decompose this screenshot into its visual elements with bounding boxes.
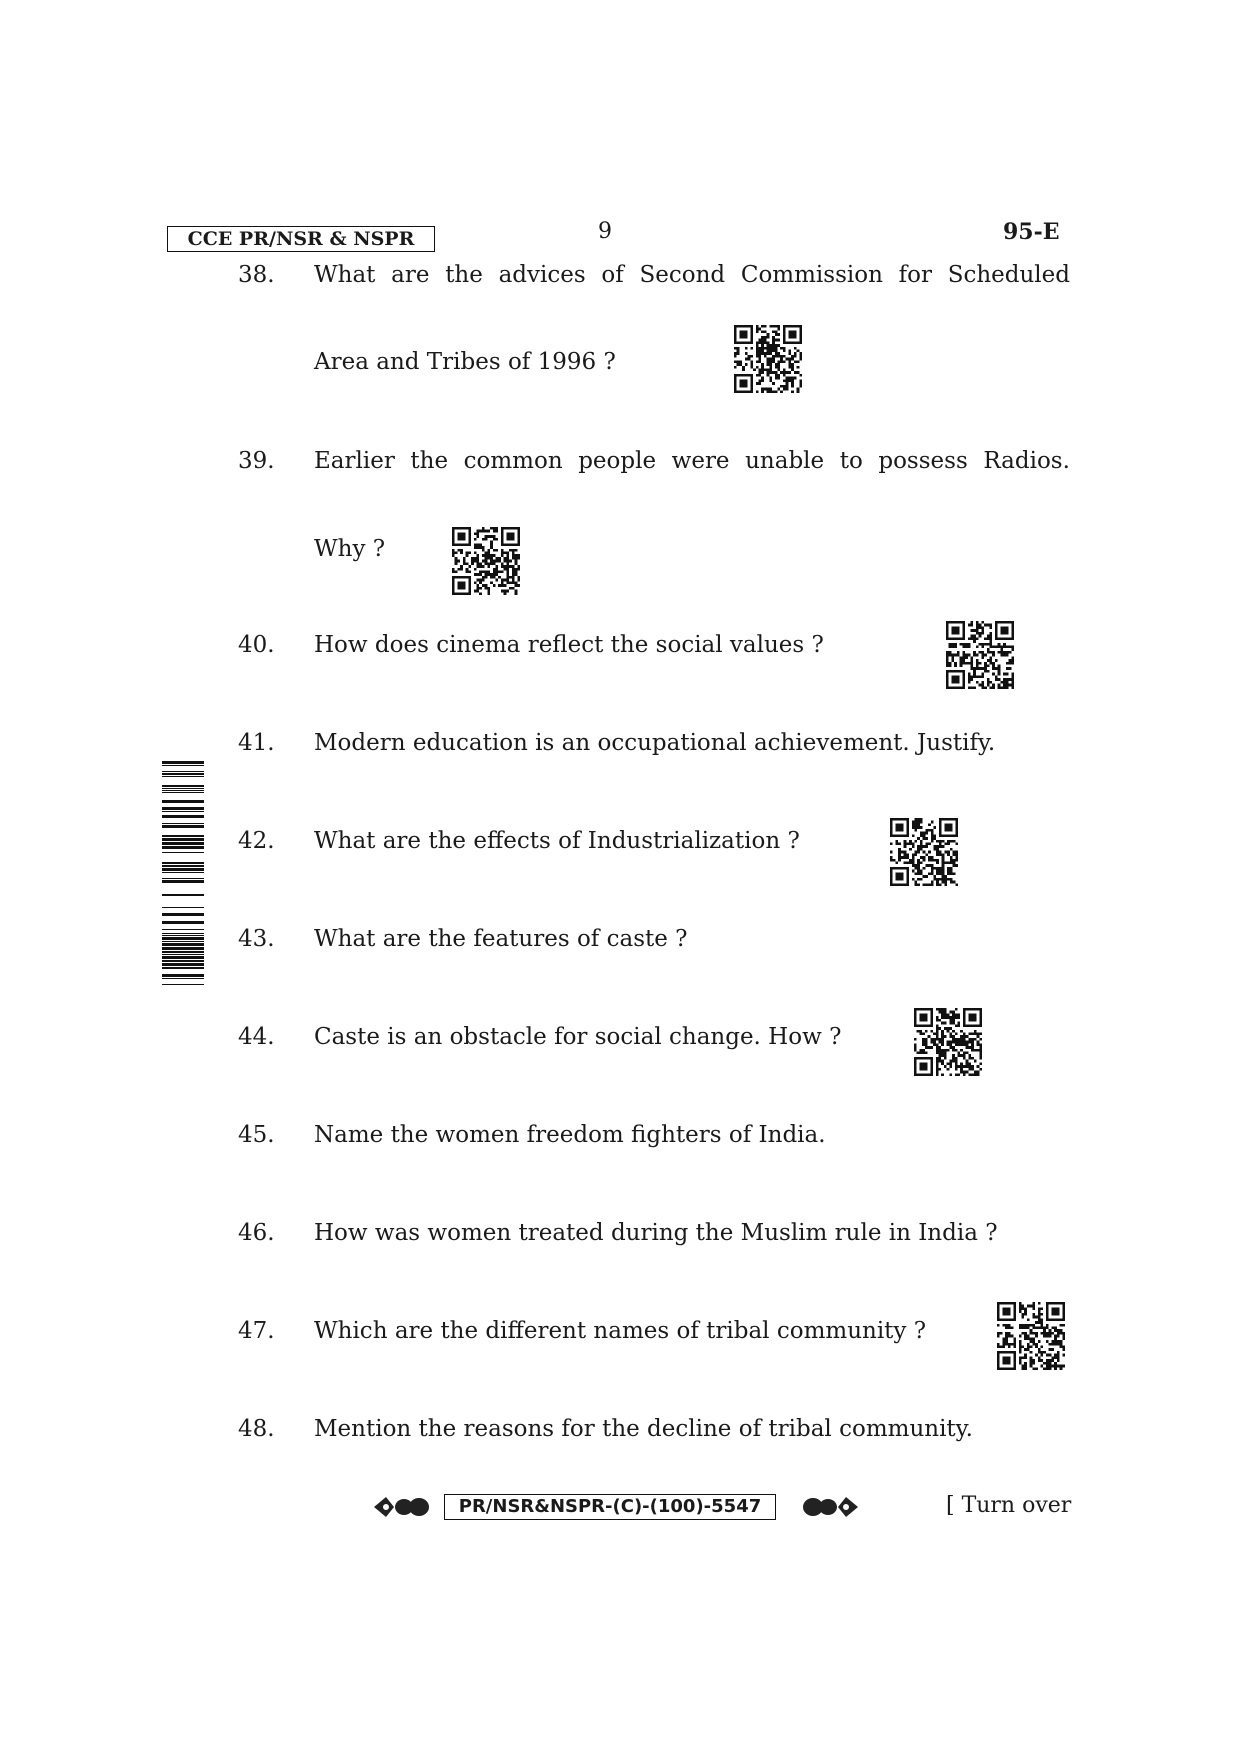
question-number: 43. [238, 926, 275, 952]
qr-code-icon [945, 621, 1015, 689]
question-number: 39. [238, 448, 275, 474]
question-text: Mention the reasons for the decline of tribal community. [314, 1416, 973, 1442]
question-text: What are the effects of Industrialization ? [314, 828, 800, 854]
question-number: 48. [238, 1416, 275, 1442]
qr-code-icon [996, 1302, 1066, 1370]
footer-code: PR/NSR&NSPR-(C)-(100)-5547 [444, 1494, 776, 1520]
question-text-line1: What are the advices of Second Commission for Scheduled [314, 262, 1070, 288]
paper-code: 95-E [1003, 219, 1060, 245]
question-number: 44. [238, 1024, 275, 1050]
ornament-left-icon [372, 1492, 432, 1522]
question-text: Name the women freedom fighters of India. [314, 1122, 826, 1148]
question-text: How was women treated during the Muslim rule in India ? [314, 1220, 998, 1246]
question-number: 42. [238, 828, 275, 854]
question-number: 46. [238, 1220, 275, 1246]
qr-code-icon [913, 1008, 983, 1076]
question-text-line2: Area and Tribes of 1996 ? [314, 349, 616, 375]
qr-code-icon [733, 325, 803, 393]
page-number: 9 [598, 219, 612, 244]
question-text: Caste is an obstacle for social change. How ? [314, 1024, 842, 1050]
question-text: What are the features of caste ? [314, 926, 688, 952]
qr-code-icon [889, 818, 959, 886]
qr-code-icon [451, 527, 521, 595]
turn-over-note: [ Turn over [946, 1493, 1072, 1518]
question-number: 47. [238, 1318, 275, 1344]
question-text-line2: Why ? [314, 536, 386, 562]
question-text: How does cinema reflect the social values ? [314, 632, 824, 658]
question-text: Modern education is an occupational achievement. Justify. [314, 730, 996, 756]
barcode-icon [162, 756, 204, 994]
question-number: 41. [238, 730, 275, 756]
question-number: 40. [238, 632, 275, 658]
question-number: 38. [238, 262, 275, 288]
ornament-right-icon [800, 1492, 860, 1522]
question-text-line1: Earlier the common people were unable to possess Radios. [314, 448, 1070, 474]
question-number: 45. [238, 1122, 275, 1148]
question-text: Which are the different names of tribal community ? [314, 1318, 927, 1344]
header-subject-code: CCE PR/NSR & NSPR [167, 226, 435, 252]
